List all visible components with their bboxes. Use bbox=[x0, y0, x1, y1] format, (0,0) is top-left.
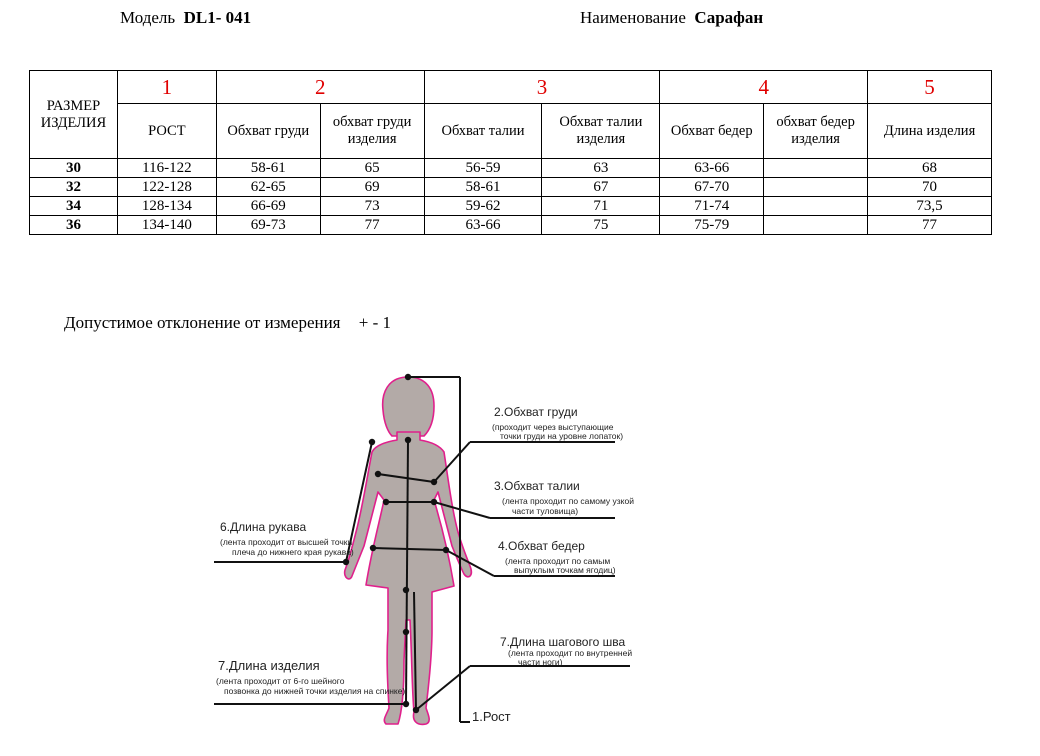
column-header-chest: Обхват груди bbox=[216, 104, 320, 159]
table-cell: 63-66 bbox=[660, 159, 764, 178]
table-cell: 63 bbox=[542, 159, 660, 178]
label-chest-note: точки груди на уровне лопаток) bbox=[500, 431, 624, 441]
table-cell: 56-59 bbox=[424, 159, 542, 178]
table-cell: 68 bbox=[868, 159, 992, 178]
table-cell: 71-74 bbox=[660, 197, 764, 216]
name-value: Сарафан bbox=[694, 8, 764, 27]
table-cell: 73,5 bbox=[868, 197, 992, 216]
model-value: DL1- 041 bbox=[183, 8, 252, 27]
table-cell: 77 bbox=[320, 216, 424, 235]
label-inseam-note: (лента проходит по внутренней bbox=[508, 648, 633, 658]
table-cell: 63-66 bbox=[424, 216, 542, 235]
table-cell: 70 bbox=[868, 178, 992, 197]
table-cell: 134-140 bbox=[117, 216, 216, 235]
tolerance-text: Допустимое отклонение от измерения bbox=[64, 313, 341, 332]
column-header-chest-garment: обхват груди изделия bbox=[320, 104, 424, 159]
table-cell: 77 bbox=[868, 216, 992, 235]
table-cell: 69-73 bbox=[216, 216, 320, 235]
label-height-title: 1.Рост bbox=[472, 709, 511, 724]
table-cell: 122-128 bbox=[117, 178, 216, 197]
name-label: Наименование bbox=[580, 8, 686, 27]
label-sleeve-title: 6.Длина рукава bbox=[220, 520, 307, 534]
table-cell: 73 bbox=[320, 197, 424, 216]
label-hips-title: 4.Обхват бедер bbox=[498, 539, 585, 553]
table-cell: 67-70 bbox=[660, 178, 764, 197]
size-column-header: РАЗМЕР ИЗДЕЛИЯ bbox=[30, 71, 118, 159]
label-chest-title: 2.Обхват груди bbox=[494, 405, 578, 419]
table-cell: 67 bbox=[542, 178, 660, 197]
label-inseam-note: части ноги) bbox=[518, 657, 563, 667]
column-header-length: Длина изделия bbox=[868, 104, 992, 159]
table-cell: 65 bbox=[320, 159, 424, 178]
table-cell: 71 bbox=[542, 197, 660, 216]
table-cell: 58-61 bbox=[424, 178, 542, 197]
label-sleeve-note: (лента проходит от высшей точки bbox=[220, 537, 353, 547]
table-cell: 59-62 bbox=[424, 197, 542, 216]
column-header-waist-garment: Обхват талии изделия bbox=[542, 104, 660, 159]
column-header-waist: Обхват талии bbox=[424, 104, 542, 159]
group-number-1: 1 bbox=[117, 71, 216, 104]
label-sleeve-note: плеча до нижнего края рукава) bbox=[232, 547, 354, 557]
label-length-title: 7.Длина изделия bbox=[218, 658, 320, 673]
group-number-2: 2 bbox=[216, 71, 424, 104]
label-length-note: позвонка до нижней точки изделия на спинке) bbox=[224, 686, 406, 696]
column-header-hips-garment: обхват бедер изделия bbox=[764, 104, 868, 159]
table-cell: 66-69 bbox=[216, 197, 320, 216]
table-cell: 128-134 bbox=[117, 197, 216, 216]
label-inseam-title: 7.Длина шагового шва bbox=[500, 635, 626, 649]
label-chest-note: (проходит через выступающие bbox=[492, 422, 614, 432]
table-cell: 75-79 bbox=[660, 216, 764, 235]
group-number-5: 5 bbox=[868, 71, 992, 104]
group-number-3: 3 bbox=[424, 71, 660, 104]
label-waist-title: 3.Обхват талии bbox=[494, 479, 580, 493]
tolerance-value: + - 1 bbox=[358, 313, 391, 332]
table-cell: 62-65 bbox=[216, 178, 320, 197]
column-header-hips: Обхват бедер bbox=[660, 104, 764, 159]
size-value: 36 bbox=[30, 216, 118, 235]
label-waist-note: части туловища) bbox=[512, 506, 579, 516]
table-cell: 58-61 bbox=[216, 159, 320, 178]
label-waist-note: (лента проходит по самому узкой bbox=[502, 496, 634, 506]
column-header-height: РОСТ bbox=[117, 104, 216, 159]
label-hips-note: выпуклым точкам ягодиц) bbox=[514, 565, 616, 575]
model-label: Модель bbox=[120, 8, 176, 27]
size-value: 34 bbox=[30, 197, 118, 216]
size-value: 32 bbox=[30, 178, 118, 197]
label-hips-note: (лента проходит по самым bbox=[505, 556, 611, 566]
group-number-4: 4 bbox=[660, 71, 868, 104]
table-cell: 69 bbox=[320, 178, 424, 197]
size-value: 30 bbox=[30, 159, 118, 178]
table-cell: 116-122 bbox=[117, 159, 216, 178]
label-length-note: (лента проходит от 6-го шейного bbox=[216, 676, 345, 686]
table-cell: 75 bbox=[542, 216, 660, 235]
